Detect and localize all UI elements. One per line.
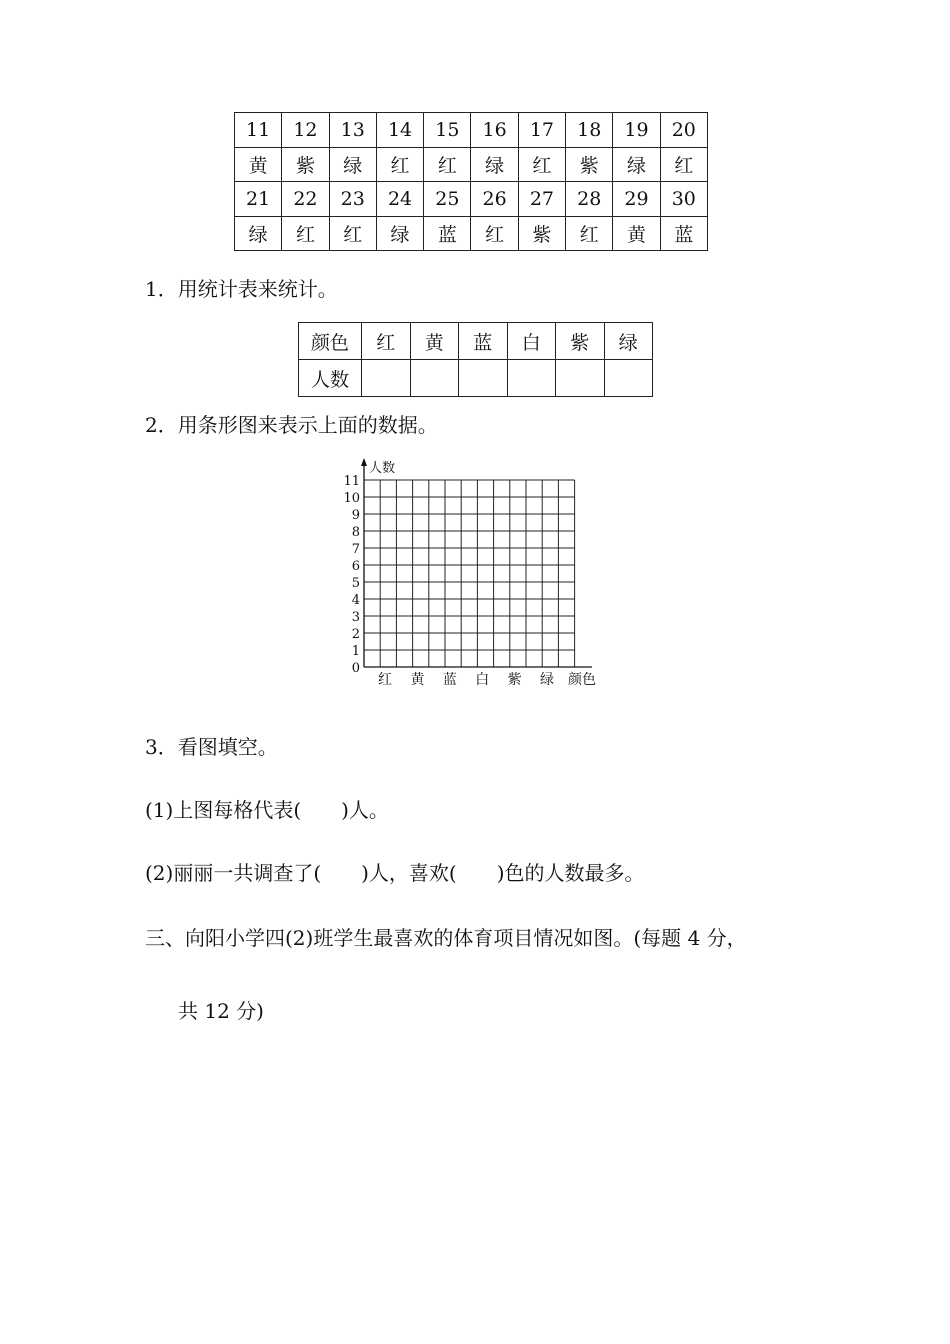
survey-cell: 23: [329, 182, 376, 217]
survey-cell: 25: [424, 182, 471, 217]
y-tick-label: 2: [351, 627, 360, 642]
survey-cell: 17: [518, 113, 565, 148]
survey-cell: 16: [471, 113, 518, 148]
tally-color-header: 红: [362, 323, 411, 360]
survey-cell: 紫: [518, 216, 565, 251]
y-tick-label: 1: [351, 644, 360, 659]
survey-cell: 19: [613, 113, 660, 148]
survey-row: [235, 147, 708, 182]
tally-count-input-cell[interactable]: [507, 360, 556, 397]
survey-cell: 红: [282, 216, 329, 251]
question-3-sub-1: (1)上图每格代表( )人。: [145, 798, 389, 822]
section-3-heading-cont: 共 12 分): [178, 999, 264, 1023]
survey-cell: 24: [376, 182, 423, 217]
survey-cell: 红: [471, 216, 518, 251]
survey-data-table: [234, 112, 708, 251]
tally-count-row: [299, 360, 653, 397]
survey-cell: 绿: [329, 147, 376, 182]
tally-count-label: 人数: [299, 360, 362, 397]
y-axis-arrow: [361, 458, 367, 466]
survey-cell: 14: [376, 113, 423, 148]
x-tick-label: 蓝: [442, 672, 457, 688]
survey-cell: 26: [471, 182, 518, 217]
survey-cell: 11: [235, 113, 282, 148]
tally-table: [298, 322, 653, 397]
survey-cell: 绿: [235, 216, 282, 251]
survey-cell: 绿: [471, 147, 518, 182]
survey-cell: 28: [566, 182, 613, 217]
survey-cell: 22: [282, 182, 329, 217]
x-tick-label: 紫: [507, 672, 522, 688]
survey-cell: 蓝: [660, 216, 707, 251]
survey-cell: 蓝: [424, 216, 471, 251]
x-axis-title: 颜色: [568, 672, 596, 688]
survey-cell: 20: [660, 113, 707, 148]
survey-cell: 红: [566, 216, 613, 251]
y-tick-label: 3: [351, 610, 360, 625]
y-tick-label: 9: [351, 508, 360, 523]
question-1-text: 1．用统计表来统计。: [145, 277, 338, 301]
survey-cell: 红: [424, 147, 471, 182]
question-3-sub-2: (2)丽丽一共调查了( )人，喜欢( )色的人数最多。: [145, 861, 645, 885]
survey-row: [235, 113, 708, 148]
question-2-text: 2．用条形图来表示上面的数据。: [145, 413, 438, 437]
tally-count-input-cell[interactable]: [556, 360, 605, 397]
survey-cell: 黄: [235, 147, 282, 182]
survey-cell: 红: [376, 147, 423, 182]
x-tick-label: 绿: [540, 672, 555, 688]
bar-chart-grid: [330, 452, 610, 692]
survey-row: [235, 182, 708, 217]
y-tick-label: 6: [351, 559, 360, 574]
survey-cell: 21: [235, 182, 282, 217]
y-axis-title: 人数: [369, 461, 396, 476]
y-tick-label: 4: [351, 593, 360, 608]
y-tick-label: 5: [351, 576, 360, 591]
survey-cell: 12: [282, 113, 329, 148]
survey-cell: 30: [660, 182, 707, 217]
y-tick-label: 7: [351, 542, 360, 557]
tally-color-header: 白: [507, 323, 556, 360]
survey-cell: 红: [329, 216, 376, 251]
survey-cell: 紫: [566, 147, 613, 182]
tally-header-row: [299, 323, 653, 360]
survey-cell: 27: [518, 182, 565, 217]
survey-cell: 红: [660, 147, 707, 182]
survey-row: [235, 216, 708, 251]
tally-count-input-cell[interactable]: [604, 360, 653, 397]
survey-cell: 黄: [613, 216, 660, 251]
survey-cell: 绿: [376, 216, 423, 251]
survey-cell: 18: [566, 113, 613, 148]
tally-color-header: 黄: [410, 323, 459, 360]
tally-count-input-cell[interactable]: [459, 360, 508, 397]
y-tick-label: 8: [351, 525, 360, 540]
y-tick-label: 0: [351, 661, 360, 676]
tally-color-header: 绿: [604, 323, 653, 360]
survey-cell: 29: [613, 182, 660, 217]
tally-count-input-cell[interactable]: [362, 360, 411, 397]
survey-cell: 红: [518, 147, 565, 182]
survey-cell: 紫: [282, 147, 329, 182]
tally-header-label: 颜色: [299, 323, 362, 360]
survey-cell: 15: [424, 113, 471, 148]
survey-cell: 13: [329, 113, 376, 148]
x-tick-label: 白: [475, 672, 490, 688]
x-tick-label: 红: [378, 672, 393, 688]
x-tick-label: 黄: [410, 672, 425, 688]
tally-color-header: 紫: [556, 323, 605, 360]
y-tick-label: 11: [343, 474, 360, 489]
y-tick-label: 10: [343, 491, 360, 506]
tally-color-header: 蓝: [459, 323, 508, 360]
tally-count-input-cell[interactable]: [410, 360, 459, 397]
question-3-text: 3．看图填空。: [145, 735, 278, 759]
survey-cell: 绿: [613, 147, 660, 182]
section-3-heading: 三、向阳小学四(2)班学生最喜欢的体育项目情况如图。(每题 4 分，: [145, 926, 747, 950]
